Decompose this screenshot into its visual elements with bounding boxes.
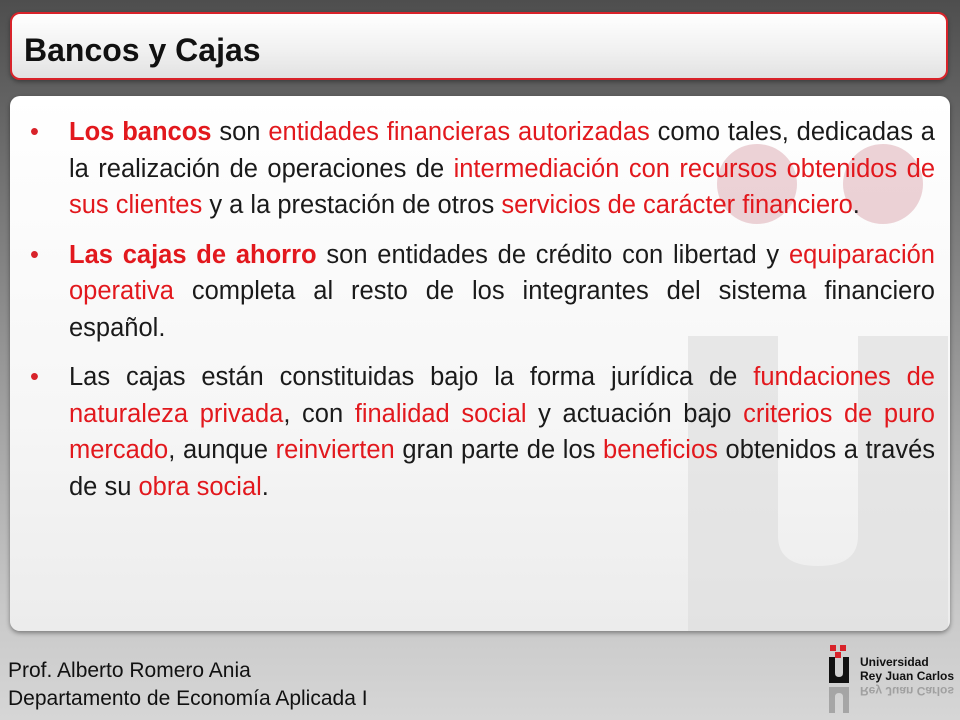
text-segment: Las cajas están constituidas bajo la forma jurídica de <box>69 363 754 391</box>
text-segment: Las cajas de ahorro <box>69 240 317 269</box>
bullet-text <box>69 118 935 219</box>
slide-title: Bancos y Cajas <box>24 32 261 68</box>
bullet-marker: • <box>30 363 39 391</box>
university-logo <box>826 643 956 717</box>
footer-department: Departamento de Economía Aplicada I <box>8 687 368 710</box>
text-segment: completa al resto de los integrantes del sistema financiero español. <box>69 277 935 342</box>
bullet-marker: • <box>30 118 39 146</box>
text-segment: y actuación bajo <box>526 399 744 428</box>
text-segment: , aunque <box>168 436 276 464</box>
text-segment: reinvierten <box>275 436 395 464</box>
content-panel <box>10 96 950 631</box>
text-segment: Los bancos <box>69 118 212 146</box>
text-segment: . <box>852 191 860 219</box>
text-segment: entidades financieras autorizadas <box>268 118 650 146</box>
text-segment: son entidades de crédito con libertad y <box>316 240 789 269</box>
logo-line-2: Rey Juan Carlos <box>860 669 955 683</box>
text-segment: obtenidos a través de su <box>69 436 935 501</box>
text-segment: fundaciones de naturaleza privada <box>69 363 935 428</box>
text-segment: equiparación operativa <box>69 240 935 305</box>
text-segment: son <box>211 118 269 146</box>
text-segment: . <box>261 472 269 501</box>
logo-reflection: Rey Juan Carlos <box>860 684 955 698</box>
text-segment: servicios de carácter financiero <box>501 191 853 219</box>
footer-author: Prof. Alberto Romero Ania <box>8 659 251 682</box>
logo-line-1: Universidad <box>860 655 929 669</box>
text-segment: intermediación con recursos obtenidos de sus clientes <box>69 154 935 219</box>
bullet-marker: • <box>30 240 39 269</box>
bullet-savings-banks <box>30 237 935 347</box>
text-segment: , con <box>283 399 355 428</box>
title-bar <box>10 12 948 80</box>
bullet-legal-form <box>30 359 935 505</box>
text-segment: beneficios <box>603 436 718 464</box>
bullet-text <box>69 363 935 501</box>
text-segment: gran parte de los <box>394 436 604 464</box>
text-segment: finalidad social <box>354 399 527 428</box>
text-segment: obra social <box>138 472 262 501</box>
bullet-list <box>30 114 935 518</box>
text-segment: criterios de puro mercado <box>69 399 935 464</box>
text-segment: y a la prestación de otros <box>202 191 502 219</box>
bullet-banks <box>30 114 935 224</box>
bullet-text <box>69 241 935 342</box>
urjc-logo-icon <box>826 643 858 717</box>
text-segment: como tales, dedicadas a la realización de operaciones de <box>69 118 935 183</box>
